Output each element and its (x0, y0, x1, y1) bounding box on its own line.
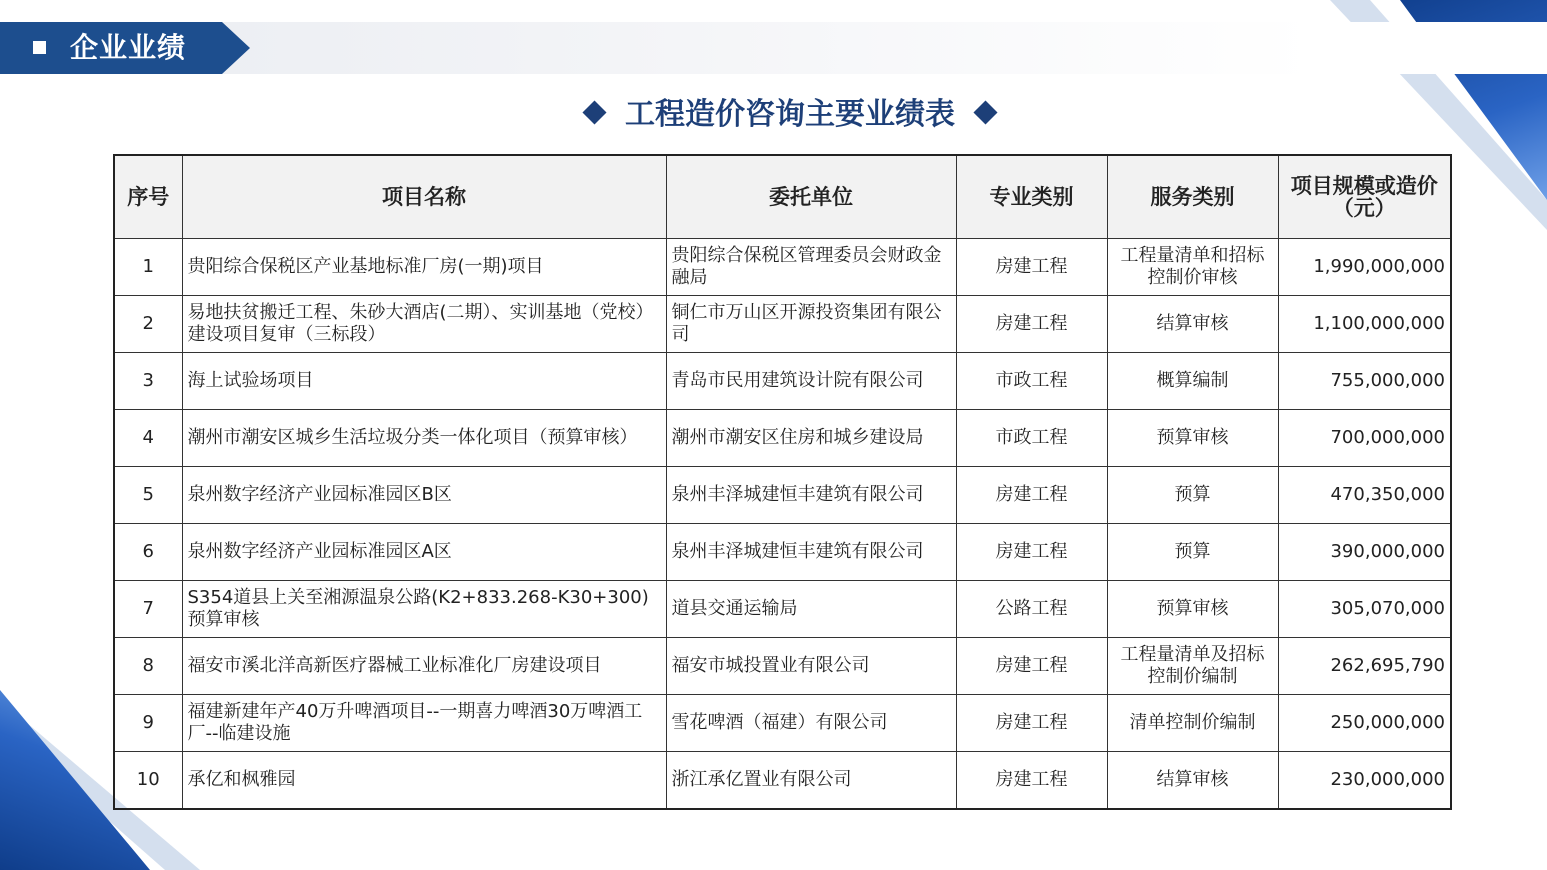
cell-amount: 230,000,000 (1278, 752, 1451, 810)
square-bullet-icon (33, 41, 46, 54)
cell-index: 2 (114, 296, 182, 353)
table-row (114, 638, 1451, 695)
performance-table (113, 154, 1452, 810)
cell-client: 贵阳综合保税区管理委员会财政金融局 (666, 239, 956, 296)
cell-category: 房建工程 (956, 752, 1107, 810)
cell-amount: 700,000,000 (1278, 410, 1451, 467)
cell-project-name: 贵阳综合保税区产业基地标准厂房(一期)项目 (182, 239, 666, 296)
cell-project-name: 海上试验场项目 (182, 353, 666, 410)
cell-client: 青岛市民用建筑设计院有限公司 (666, 353, 956, 410)
table-row (114, 695, 1451, 752)
cell-client: 浙江承亿置业有限公司 (666, 752, 956, 810)
header-category: 专业类别 (956, 155, 1107, 239)
cell-client: 铜仁市万山区开源投资集团有限公司 (666, 296, 956, 353)
table-header-row (114, 155, 1451, 239)
cell-index: 3 (114, 353, 182, 410)
cell-amount: 1,990,000,000 (1278, 239, 1451, 296)
header-service: 服务类别 (1107, 155, 1278, 239)
table-row (114, 296, 1451, 353)
cell-client: 福安市城投置业有限公司 (666, 638, 956, 695)
cell-client: 泉州丰泽城建恒丰建筑有限公司 (666, 524, 956, 581)
cell-category: 房建工程 (956, 296, 1107, 353)
cell-category: 房建工程 (956, 638, 1107, 695)
cell-index: 10 (114, 752, 182, 810)
cell-service: 预算 (1107, 467, 1278, 524)
cell-service: 预算审核 (1107, 410, 1278, 467)
table-heading-text: 工程造价咨询主要业绩表 (625, 97, 955, 132)
diamond-icon (582, 100, 606, 124)
table-row (114, 752, 1451, 810)
cell-service: 预算 (1107, 524, 1278, 581)
cell-category: 房建工程 (956, 524, 1107, 581)
cell-category: 房建工程 (956, 467, 1107, 524)
table-row (114, 353, 1451, 410)
cell-service: 清单控制价编制 (1107, 695, 1278, 752)
table-heading (0, 93, 1547, 137)
cell-index: 1 (114, 239, 182, 296)
cell-amount: 755,000,000 (1278, 353, 1451, 410)
table-row (114, 467, 1451, 524)
cell-index: 8 (114, 638, 182, 695)
cell-project-name: 福安市溪北洋高新医疗器械工业标准化厂房建设项目 (182, 638, 666, 695)
cell-index: 6 (114, 524, 182, 581)
cell-project-name: 承亿和枫雅园 (182, 752, 666, 810)
cell-index: 9 (114, 695, 182, 752)
cell-service: 结算审核 (1107, 296, 1278, 353)
table-row (114, 239, 1451, 296)
header-amount: 项目规模或造价（元） (1278, 155, 1451, 239)
table-row (114, 410, 1451, 467)
cell-index: 7 (114, 581, 182, 638)
cell-client: 雪花啤酒（福建）有限公司 (666, 695, 956, 752)
cell-amount: 470,350,000 (1278, 467, 1451, 524)
cell-project-name: 易地扶贫搬迁工程、朱砂大酒店(二期）、实训基地（党校）建设项目复审（三标段） (182, 296, 666, 353)
cell-category: 市政工程 (956, 410, 1107, 467)
cell-amount: 1,100,000,000 (1278, 296, 1451, 353)
section-title: 企业业绩 (70, 31, 187, 64)
diamond-icon (973, 100, 997, 124)
cell-category: 公路工程 (956, 581, 1107, 638)
header-client: 委托单位 (666, 155, 956, 239)
header-project-name: 项目名称 (182, 155, 666, 239)
cell-service: 预算审核 (1107, 581, 1278, 638)
cell-project-name: 泉州数字经济产业园标准园区B区 (182, 467, 666, 524)
cell-category: 房建工程 (956, 695, 1107, 752)
cell-client: 泉州丰泽城建恒丰建筑有限公司 (666, 467, 956, 524)
cell-service: 概算编制 (1107, 353, 1278, 410)
cell-service: 工程量清单和招标控制价审核 (1107, 239, 1278, 296)
cell-service: 工程量清单及招标控制价编制 (1107, 638, 1278, 695)
cell-project-name: S354道县上关至湘源温泉公路(K2+833.268-K30+300)预算审核 (182, 581, 666, 638)
cell-amount: 250,000,000 (1278, 695, 1451, 752)
table-row (114, 524, 1451, 581)
cell-project-name: 潮州市潮安区城乡生活垃圾分类一体化项目（预算审核） (182, 410, 666, 467)
header-index: 序号 (114, 155, 182, 239)
cell-index: 5 (114, 467, 182, 524)
cell-category: 市政工程 (956, 353, 1107, 410)
cell-amount: 262,695,790 (1278, 638, 1451, 695)
cell-project-name: 泉州数字经济产业园标准园区A区 (182, 524, 666, 581)
cell-amount: 305,070,000 (1278, 581, 1451, 638)
cell-project-name: 福建新建年产40万升啤酒项目--一期喜力啤酒30万啤酒工厂--临建设施 (182, 695, 666, 752)
table-row (114, 581, 1451, 638)
cell-client: 道县交通运输局 (666, 581, 956, 638)
cell-index: 4 (114, 410, 182, 467)
cell-service: 结算审核 (1107, 752, 1278, 810)
cell-client: 潮州市潮安区住房和城乡建设局 (666, 410, 956, 467)
cell-category: 房建工程 (956, 239, 1107, 296)
cell-amount: 390,000,000 (1278, 524, 1451, 581)
